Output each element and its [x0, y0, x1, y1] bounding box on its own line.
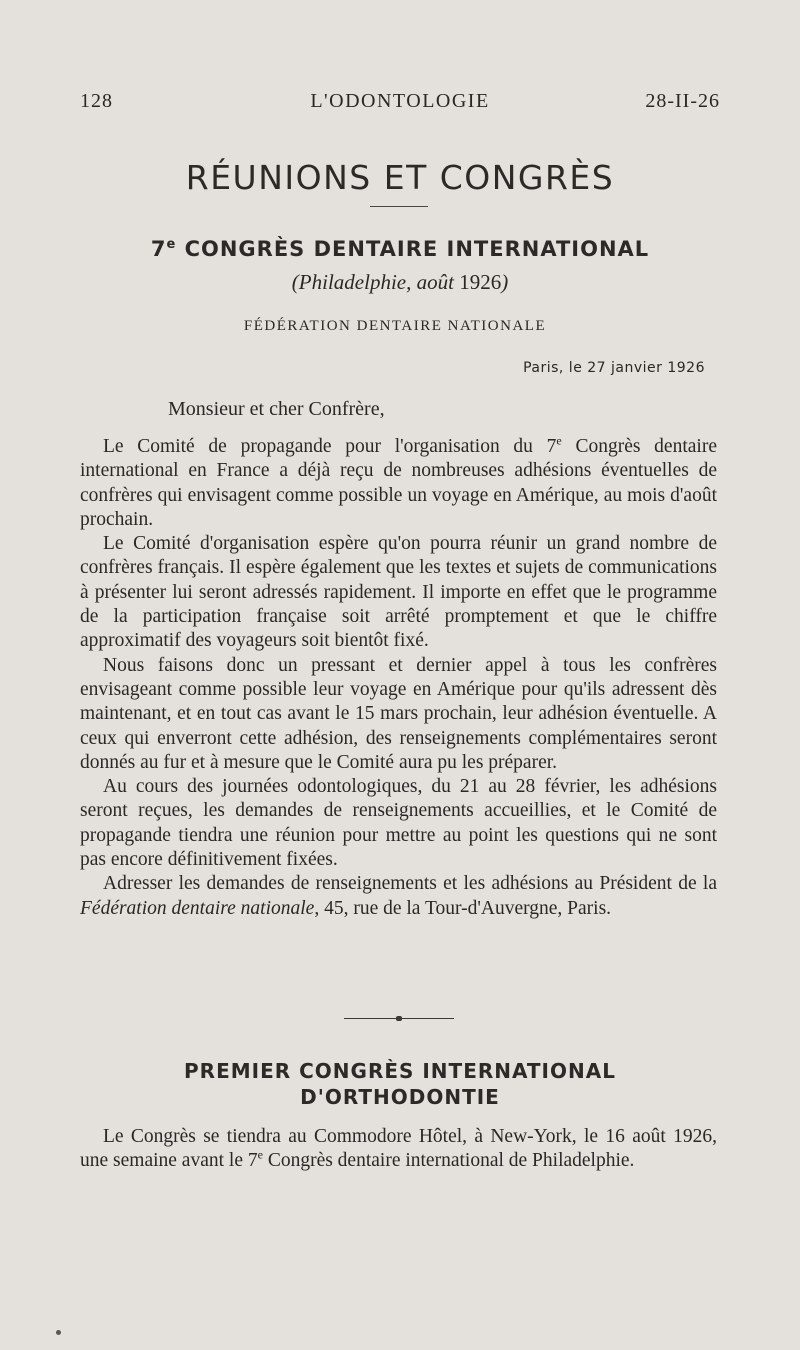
- section-divider: [370, 206, 428, 207]
- paragraph-text: Congrès dentaire international en France a déjà reçu de nombreuses adhésions éventuelles de confrères qui envisagent comme possible un voyage en Amérique, au mois d'août prochain.: [80, 436, 717, 530]
- paragraph-text: Congrès dentaire international de Philadelphie.: [262, 1150, 635, 1172]
- article-body: [80, 435, 717, 921]
- article2-heading: [0, 1058, 800, 1110]
- paragraph-text: Le Comité de propagande pour l'organisation du 7: [103, 436, 557, 457]
- paragraph-text: Le Congrès se tiendra au Commodore Hôtel, à New-York, le 16 août 1926, une semaine avant le 7: [80, 1126, 717, 1172]
- page-number: 128: [80, 90, 113, 112]
- issue-date: 28-II-26: [645, 90, 720, 112]
- article2-heading-line1: PREMIER CONGRÈS INTERNATIONAL: [184, 1059, 616, 1083]
- paragraph: Nous faisons donc un pressant et dernier appel à tous les confrères envisageant comme possible leur voyage en Amérique pour qu'ils adressent dès maintenant, et en tout cas avant le 15 mars prochain, leur adhésion éventuelle. A ceux qui enverront cette adhésion, des renseignements complémentaires seront donnés au fur et à mesure que le Comité aura pu les préparer.: [80, 654, 717, 773]
- paragraph: [80, 435, 717, 532]
- paragraph-text: , 45, rue de la Tour-d'Auvergne, Paris.: [314, 897, 612, 919]
- heading-text: CONGRÈS DENTAIRE INTERNATIONAL: [176, 237, 650, 261]
- federation-name: FÉDÉRATION DENTAIRE NATIONALE: [243, 318, 547, 334]
- article2-heading-line2: D'ORTHODONTIE: [300, 1085, 500, 1109]
- subtitle-year: 1926: [459, 270, 502, 294]
- journal-title: L'ODONTOLOGIE: [310, 90, 490, 112]
- article2-body: [80, 1125, 717, 1174]
- letter-salutation: Monsieur et cher Confrère,: [168, 398, 385, 420]
- article-heading: [0, 237, 800, 261]
- section-title: RÉUNIONS ET CONGRÈS: [185, 158, 615, 197]
- heading-superscript: e: [166, 237, 177, 252]
- letter-dateline: Paris, le 27 janvier 1926: [523, 360, 705, 376]
- subtitle-place: (Philadelphie, août: [291, 270, 460, 294]
- italic-text: Fédération dentaire nationale: [80, 897, 315, 919]
- superscript: e: [257, 1147, 263, 1162]
- running-header: [80, 90, 720, 120]
- paragraph: [80, 1125, 717, 1174]
- subtitle-close: ): [501, 270, 509, 294]
- superscript: e: [556, 433, 562, 448]
- paragraph: Au cours des journées odontologiques, du 21 au 28 février, les adhésions seront reçues, les demandes de renseignements accueillies, et le Comité de propagande tiendra une réunion pour mettre au point les questions qui ne sont pas encore définitivement fixées.: [80, 776, 717, 871]
- heading-ordinal: 7: [150, 237, 167, 261]
- paragraph-text: Adresser les demandes de renseignements et les adhésions au Président de la: [103, 873, 717, 895]
- paragraph: [80, 872, 717, 921]
- ornament-dot: [396, 1016, 402, 1021]
- ornament-divider: [344, 1016, 454, 1022]
- article-subtitle: [0, 270, 800, 295]
- paper-speck: [56, 1330, 61, 1335]
- paragraph: Le Comité d'organisation espère qu'on pourra réunir un grand nombre de confrères français. Il espère également que les textes et sujets de communications à présenter lui seront adressés rapidement. Il importe en effet que le programme de la participation française soit arrêté promptement et que le chiffre approximatif des voyageurs soit bientôt fixé.: [80, 533, 717, 652]
